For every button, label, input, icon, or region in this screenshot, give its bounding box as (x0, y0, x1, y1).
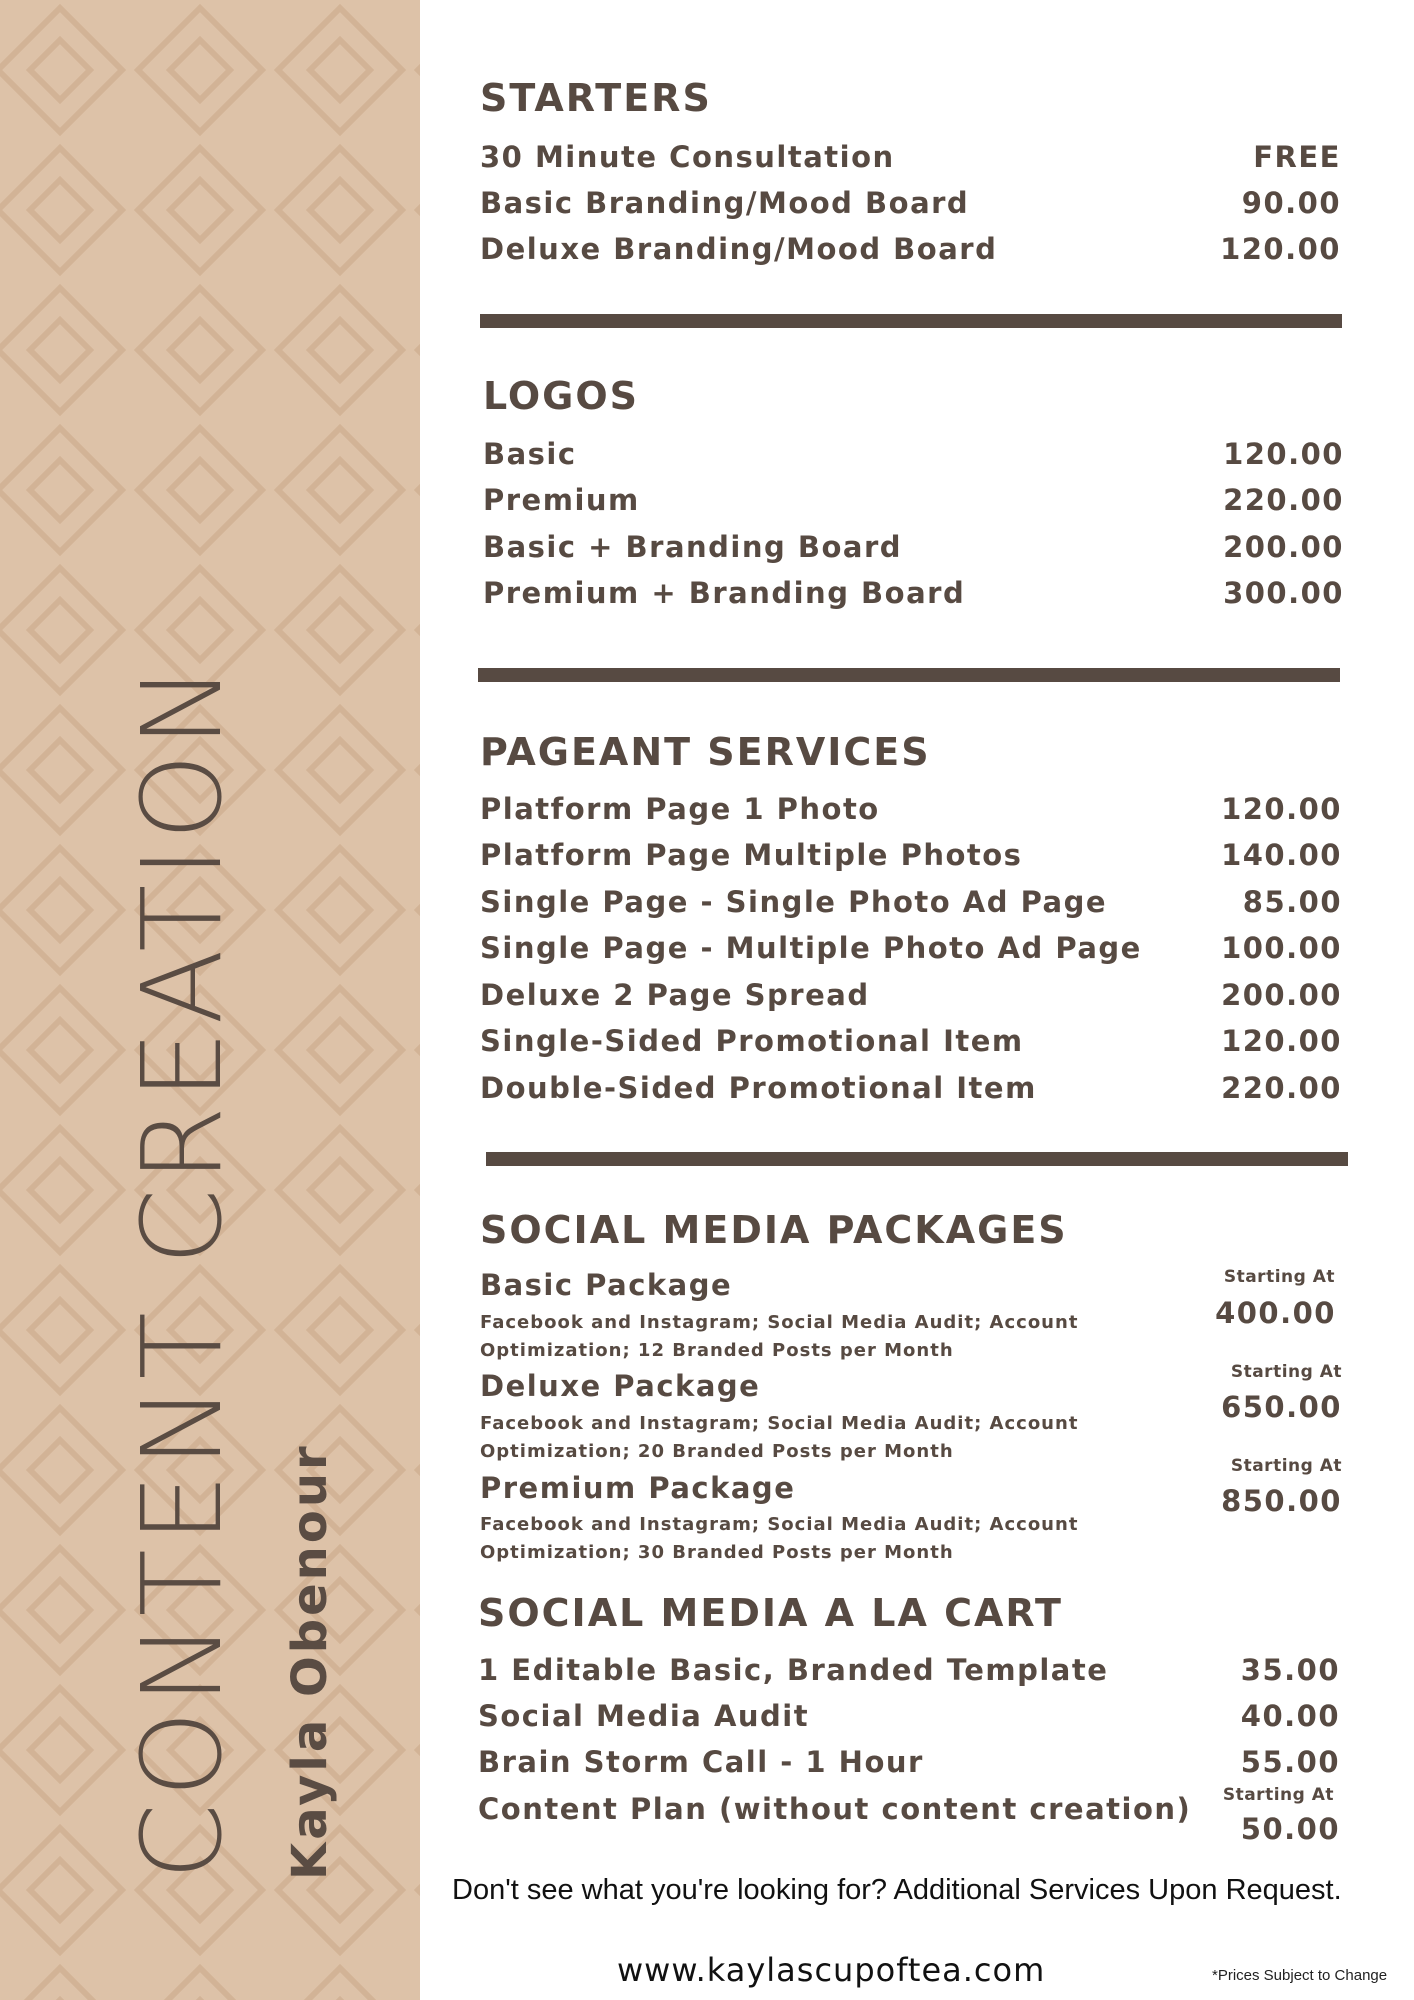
package-price: 400.00 (1215, 1296, 1336, 1330)
package-name: Deluxe Package (480, 1369, 761, 1403)
item-label: Platform Page 1 Photo (480, 792, 880, 826)
section-heading-starters: STARTERS (480, 76, 712, 120)
section-divider (486, 1152, 1348, 1166)
price-disclaimer: *Prices Subject to Change (1212, 1967, 1388, 1984)
list-item (0, 978, 1414, 1012)
list-item (0, 437, 1414, 471)
list-item (0, 140, 1414, 174)
list-item (0, 792, 1414, 826)
sidebar-author: Kayla Obenour (282, 1443, 338, 1880)
list-item (0, 931, 1414, 965)
item-price: 300.00 (1223, 576, 1344, 610)
list-item (0, 1653, 1414, 1687)
item-label: 30 Minute Consultation (480, 140, 895, 174)
list-item (0, 1024, 1414, 1058)
list-item (0, 186, 1414, 220)
item-label: Premium + Branding Board (483, 576, 966, 610)
list-item (0, 838, 1414, 872)
list-item (0, 232, 1414, 266)
list-item (0, 483, 1414, 517)
list-item (0, 885, 1414, 919)
item-label: Platform Page Multiple Photos (480, 838, 1023, 872)
section-heading-pageant: PAGEANT SERVICES (480, 730, 931, 774)
item-price: 140.00 (1221, 838, 1342, 872)
item-price: 120.00 (1221, 1024, 1342, 1058)
package-price: 650.00 (1221, 1390, 1342, 1424)
package-name: Premium Package (480, 1471, 796, 1505)
package-description: Facebook and Instagram; Social Media Audit; Account Optimization; 20 Branded Posts per Month (480, 1413, 1079, 1462)
item-label: Single Page - Single Photo Ad Page (480, 885, 1108, 919)
item-price: 55.00 (1240, 1745, 1340, 1779)
item-price: 120.00 (1223, 437, 1344, 471)
item-label: Double-Sided Promotional Item (480, 1071, 1037, 1105)
additional-services-note: Don't see what you're looking for? Additional Services Upon Request. (452, 1874, 1342, 1906)
item-price: 220.00 (1223, 483, 1344, 517)
item-label: Content Plan (without content creation) (478, 1792, 1192, 1826)
starting-at-label: Starting At (1223, 1267, 1335, 1287)
list-item (0, 1699, 1414, 1733)
list-item (0, 1071, 1414, 1105)
item-price: 200.00 (1221, 978, 1342, 1012)
item-price: 120.00 (1221, 792, 1342, 826)
package-price: 850.00 (1221, 1484, 1342, 1518)
item-price: 40.00 (1240, 1699, 1340, 1733)
section-heading-logos: LOGOS (483, 374, 640, 418)
item-label: Brain Storm Call - 1 Hour (478, 1745, 924, 1779)
section-heading-a-la-cart: SOCIAL MEDIA A LA CART (478, 1591, 1063, 1635)
item-price: 100.00 (1221, 931, 1342, 965)
list-item (0, 530, 1414, 564)
item-price: 35.00 (1240, 1653, 1340, 1687)
item-price: 90.00 (1241, 186, 1341, 220)
section-divider (480, 314, 1342, 328)
item-label: Basic (483, 437, 577, 471)
item-label: Basic Branding/Mood Board (480, 186, 970, 220)
item-label: Social Media Audit (478, 1699, 810, 1733)
item-label: Single Page - Multiple Photo Ad Page (480, 931, 1142, 965)
item-label: Deluxe Branding/Mood Board (480, 232, 998, 266)
starting-at-label: Starting At (1230, 1362, 1342, 1382)
item-label: Deluxe 2 Page Spread (480, 978, 870, 1012)
item-price: FREE (1253, 140, 1341, 174)
package-description: Facebook and Instagram; Social Media Audit; Account Optimization; 30 Branded Posts per Month (480, 1514, 1079, 1563)
package-description: Facebook and Instagram; Social Media Audit; Account Optimization; 12 Branded Posts per Month (480, 1312, 1079, 1361)
item-label: Premium (483, 483, 640, 517)
package-name: Basic Package (480, 1268, 733, 1302)
item-price: 120.00 (1220, 232, 1341, 266)
item-price: 85.00 (1242, 885, 1342, 919)
starting-at-label: Starting At (1222, 1785, 1334, 1805)
website-url: www.kaylascupoftea.com (617, 1951, 1046, 1989)
section-divider (478, 668, 1340, 682)
item-label: 1 Editable Basic, Branded Template (478, 1653, 1109, 1687)
list-item (0, 1745, 1414, 1779)
section-heading-social-packages: SOCIAL MEDIA PACKAGES (480, 1208, 1068, 1252)
item-price: 200.00 (1223, 530, 1344, 564)
list-item (0, 1792, 1414, 1826)
list-item (0, 576, 1414, 610)
item-label: Basic + Branding Board (483, 530, 903, 564)
item-price: 220.00 (1221, 1071, 1342, 1105)
starting-at-label: Starting At (1230, 1456, 1342, 1476)
item-label: Single-Sided Promotional Item (480, 1024, 1024, 1058)
sidebar-title: CONTENT CREATION (118, 659, 246, 1880)
item-price: 50.00 (1240, 1812, 1340, 1846)
